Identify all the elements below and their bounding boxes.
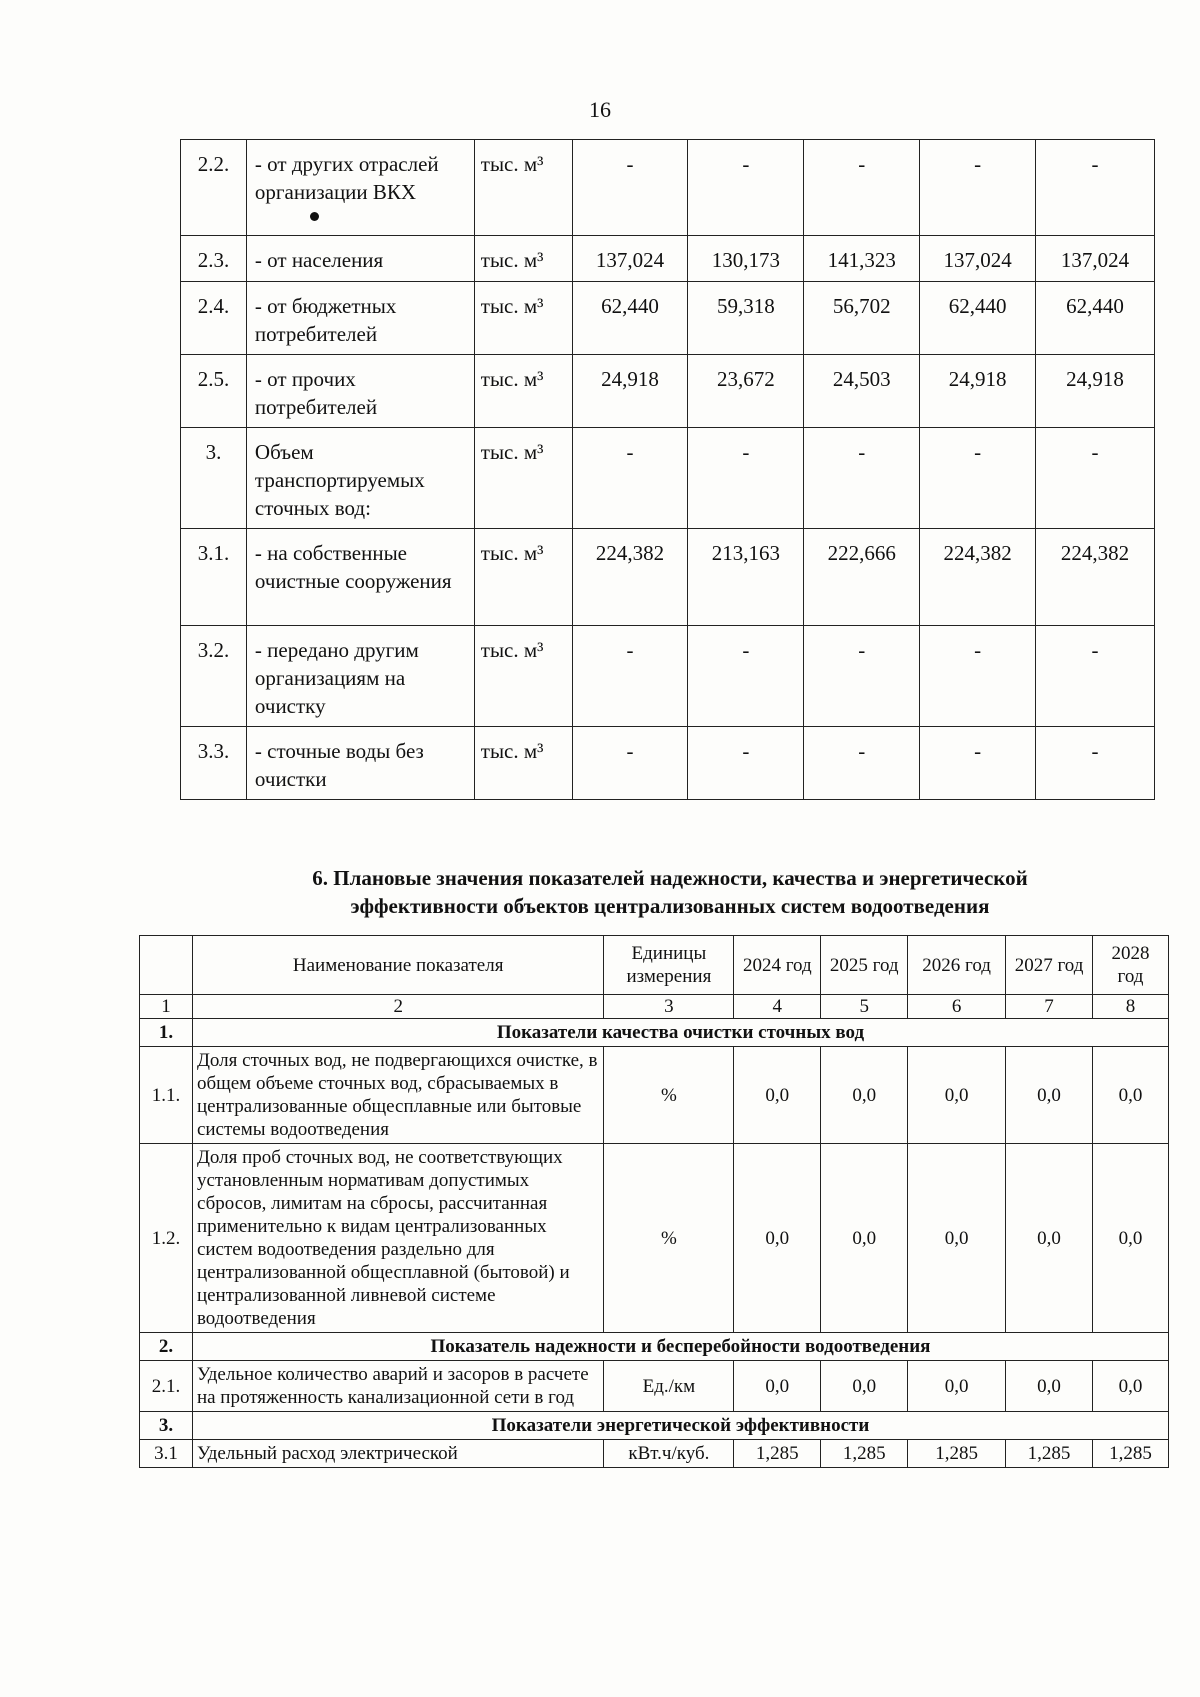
indicator-value: 1,285 bbox=[1006, 1440, 1093, 1468]
row-value: - bbox=[804, 428, 920, 529]
row-name bbox=[246, 282, 474, 355]
row-name-text: Объем транспортируемых сточных вод: bbox=[254, 440, 425, 520]
row-value: 59,318 bbox=[688, 282, 804, 355]
section-number: 3. bbox=[140, 1412, 193, 1440]
row-value: - bbox=[572, 626, 688, 727]
row-unit: тыс. м³ bbox=[474, 140, 572, 236]
table-header-row bbox=[140, 936, 1169, 995]
indicator-row bbox=[140, 1144, 1169, 1333]
row-value: - bbox=[688, 727, 804, 800]
col-number: 2 bbox=[192, 995, 603, 1019]
row-number: 2.2. bbox=[181, 140, 247, 236]
row-value: - bbox=[920, 727, 1036, 800]
row-value: 224,382 bbox=[572, 529, 688, 626]
row-value: - bbox=[572, 428, 688, 529]
section-number: 1. bbox=[140, 1019, 193, 1047]
row-value: 23,672 bbox=[688, 355, 804, 428]
row-name bbox=[246, 428, 474, 529]
table-row bbox=[181, 428, 1155, 529]
row-number: 3.1. bbox=[181, 529, 247, 626]
col-number: 7 bbox=[1006, 995, 1093, 1019]
row-number: 2.5. bbox=[181, 355, 247, 428]
indicator-value: 0,0 bbox=[821, 1361, 908, 1412]
row-value: - bbox=[688, 428, 804, 529]
indicator-row bbox=[140, 1361, 1169, 1412]
row-number: 3.2. bbox=[181, 626, 247, 727]
col-number: 4 bbox=[734, 995, 821, 1019]
header-year: 2026 год bbox=[908, 936, 1006, 995]
row-name bbox=[246, 236, 474, 282]
indicator-unit: кВт.ч/куб. bbox=[604, 1440, 734, 1468]
indicator-unit: Ед./км bbox=[604, 1361, 734, 1412]
row-value: - bbox=[688, 140, 804, 236]
table-row bbox=[181, 236, 1155, 282]
indicator-row bbox=[140, 1047, 1169, 1144]
indicator-name: Удельный расход электрической bbox=[192, 1440, 603, 1468]
row-unit: тыс. м³ bbox=[474, 282, 572, 355]
row-name-text: - от других отраслей организации ВКХ bbox=[254, 152, 439, 204]
indicator-number: 2.1. bbox=[140, 1361, 193, 1412]
table-row bbox=[181, 282, 1155, 355]
indicator-value: 0,0 bbox=[1093, 1047, 1169, 1144]
row-name bbox=[246, 529, 474, 626]
row-unit: тыс. м³ bbox=[474, 236, 572, 282]
indicator-value: 0,0 bbox=[908, 1361, 1006, 1412]
row-value: 130,173 bbox=[688, 236, 804, 282]
indicator-name: Доля проб сточных вод, не соответствующих установленным нормативам допустимых сбросов, лимитам на сбросы, рассчитанная применительно к видам централизованных систем водоотведения раздельно для централизованной общесплавной (бытовой) и централизованной ливневой системе водоотведения bbox=[192, 1144, 603, 1333]
indicator-name: Удельное количество аварий и засоров в расчете на протяженность канализационной сети в год bbox=[192, 1361, 603, 1412]
row-unit: тыс. м³ bbox=[474, 529, 572, 626]
bullet-mark bbox=[310, 212, 319, 221]
indicator-value: 0,0 bbox=[1093, 1144, 1169, 1333]
row-value: 62,440 bbox=[920, 282, 1036, 355]
row-value: 222,666 bbox=[804, 529, 920, 626]
row-value: - bbox=[920, 626, 1036, 727]
row-unit: тыс. м³ bbox=[474, 428, 572, 529]
indicator-value: 0,0 bbox=[821, 1047, 908, 1144]
row-value: 141,323 bbox=[804, 236, 920, 282]
row-name bbox=[246, 355, 474, 428]
section-row bbox=[140, 1412, 1169, 1440]
row-value: 137,024 bbox=[1036, 236, 1155, 282]
row-number: 2.4. bbox=[181, 282, 247, 355]
row-value: 137,024 bbox=[572, 236, 688, 282]
section-number: 2. bbox=[140, 1333, 193, 1361]
row-value: - bbox=[1036, 140, 1155, 236]
row-name-text: - на собственные очистные сооружения bbox=[254, 541, 452, 593]
row-unit: тыс. м³ bbox=[474, 355, 572, 428]
row-number: 3. bbox=[181, 428, 247, 529]
row-value: - bbox=[1036, 428, 1155, 529]
indicator-value: 0,0 bbox=[1006, 1047, 1093, 1144]
indicator-value: 0,0 bbox=[908, 1047, 1006, 1144]
indicator-value: 0,0 bbox=[1006, 1144, 1093, 1333]
page-number: 16 bbox=[589, 97, 611, 122]
indicator-value: 1,285 bbox=[821, 1440, 908, 1468]
indicator-number: 3.1 bbox=[140, 1440, 193, 1468]
section-row bbox=[140, 1333, 1169, 1361]
section-row bbox=[140, 1019, 1169, 1047]
indicator-value: 1,285 bbox=[734, 1440, 821, 1468]
indicator-unit: % bbox=[604, 1047, 734, 1144]
row-name bbox=[246, 140, 474, 236]
row-value: 224,382 bbox=[1036, 529, 1155, 626]
indicator-value: 0,0 bbox=[908, 1144, 1006, 1333]
table-row bbox=[181, 355, 1155, 428]
header-year: 2024 год bbox=[734, 936, 821, 995]
row-value: 24,918 bbox=[920, 355, 1036, 428]
row-number: 3.3. bbox=[181, 727, 247, 800]
table-row bbox=[181, 727, 1155, 800]
row-value: 24,918 bbox=[572, 355, 688, 428]
row-unit: тыс. м³ bbox=[474, 727, 572, 800]
header-year: 2025 год bbox=[821, 936, 908, 995]
row-value: 24,503 bbox=[804, 355, 920, 428]
row-value: 62,440 bbox=[1036, 282, 1155, 355]
row-value: - bbox=[804, 626, 920, 727]
indicators-table bbox=[139, 935, 1169, 1468]
section-title: 6. Плановые значения показателей надежности, качества и энергетической эффективности объектов централизованных систем водоотведения bbox=[312, 866, 1028, 918]
indicator-value: 0,0 bbox=[734, 1144, 821, 1333]
row-value: 56,702 bbox=[804, 282, 920, 355]
row-value: 224,382 bbox=[920, 529, 1036, 626]
indicator-number: 1.2. bbox=[140, 1144, 193, 1333]
row-name-text: - от прочих потребителей bbox=[254, 367, 378, 419]
section-title: Показатель надежности и бесперебойности водоотведения bbox=[192, 1333, 1168, 1361]
col-number: 8 bbox=[1093, 995, 1169, 1019]
row-value: - bbox=[572, 727, 688, 800]
header-year: 2027 год bbox=[1006, 936, 1093, 995]
row-name-text: - сточные воды без очистки bbox=[254, 739, 424, 791]
row-value: - bbox=[804, 727, 920, 800]
row-value: 62,440 bbox=[572, 282, 688, 355]
indicator-value: 0,0 bbox=[821, 1144, 908, 1333]
row-value: 137,024 bbox=[920, 236, 1036, 282]
col-number: 5 bbox=[821, 995, 908, 1019]
header-unit: Единицы измерения bbox=[604, 936, 734, 995]
volume-table bbox=[180, 139, 1155, 800]
row-number: 2.3. bbox=[181, 236, 247, 282]
indicator-value: 0,0 bbox=[1006, 1361, 1093, 1412]
row-value: - bbox=[1036, 626, 1155, 727]
section-title: Показатели качества очистки сточных вод bbox=[192, 1019, 1168, 1047]
indicator-value: 1,285 bbox=[908, 1440, 1006, 1468]
row-name-text: - от бюджетных потребителей bbox=[254, 294, 397, 346]
row-value: - bbox=[920, 428, 1036, 529]
indicator-number: 1.1. bbox=[140, 1047, 193, 1144]
indicator-value: 0,0 bbox=[734, 1361, 821, 1412]
col-number: 1 bbox=[140, 995, 193, 1019]
header-year: 2028 год bbox=[1093, 936, 1169, 995]
indicator-name: Доля сточных вод, не подвергающихся очистке, в общем объеме сточных вод, сбрасываемых в централизованные общесплавные или бытовые системы водоотведения bbox=[192, 1047, 603, 1144]
row-name-text: - от населения bbox=[254, 248, 384, 272]
col-number: 6 bbox=[908, 995, 1006, 1019]
column-numbers-row bbox=[140, 995, 1169, 1019]
indicator-value: 0,0 bbox=[734, 1047, 821, 1144]
row-value: - bbox=[1036, 727, 1155, 800]
indicator-row bbox=[140, 1440, 1169, 1468]
col-number: 3 bbox=[604, 995, 734, 1019]
indicator-value: 1,285 bbox=[1093, 1440, 1169, 1468]
header-num-cell bbox=[140, 936, 193, 995]
row-value: 24,918 bbox=[1036, 355, 1155, 428]
row-name bbox=[246, 727, 474, 800]
row-value: 213,163 bbox=[688, 529, 804, 626]
row-name-text: - передано другим организациям на очистку bbox=[254, 638, 419, 718]
row-value: - bbox=[572, 140, 688, 236]
section-title: Показатели энергетической эффективности bbox=[192, 1412, 1168, 1440]
row-value: - bbox=[804, 140, 920, 236]
table-row bbox=[181, 626, 1155, 727]
indicator-value: 0,0 bbox=[1093, 1361, 1169, 1412]
table-row bbox=[181, 529, 1155, 626]
row-unit: тыс. м³ bbox=[474, 626, 572, 727]
table-row bbox=[181, 140, 1155, 236]
row-name bbox=[246, 626, 474, 727]
header-name: Наименование показателя bbox=[192, 936, 603, 995]
indicator-unit: % bbox=[604, 1144, 734, 1333]
row-value: - bbox=[920, 140, 1036, 236]
row-value: - bbox=[688, 626, 804, 727]
